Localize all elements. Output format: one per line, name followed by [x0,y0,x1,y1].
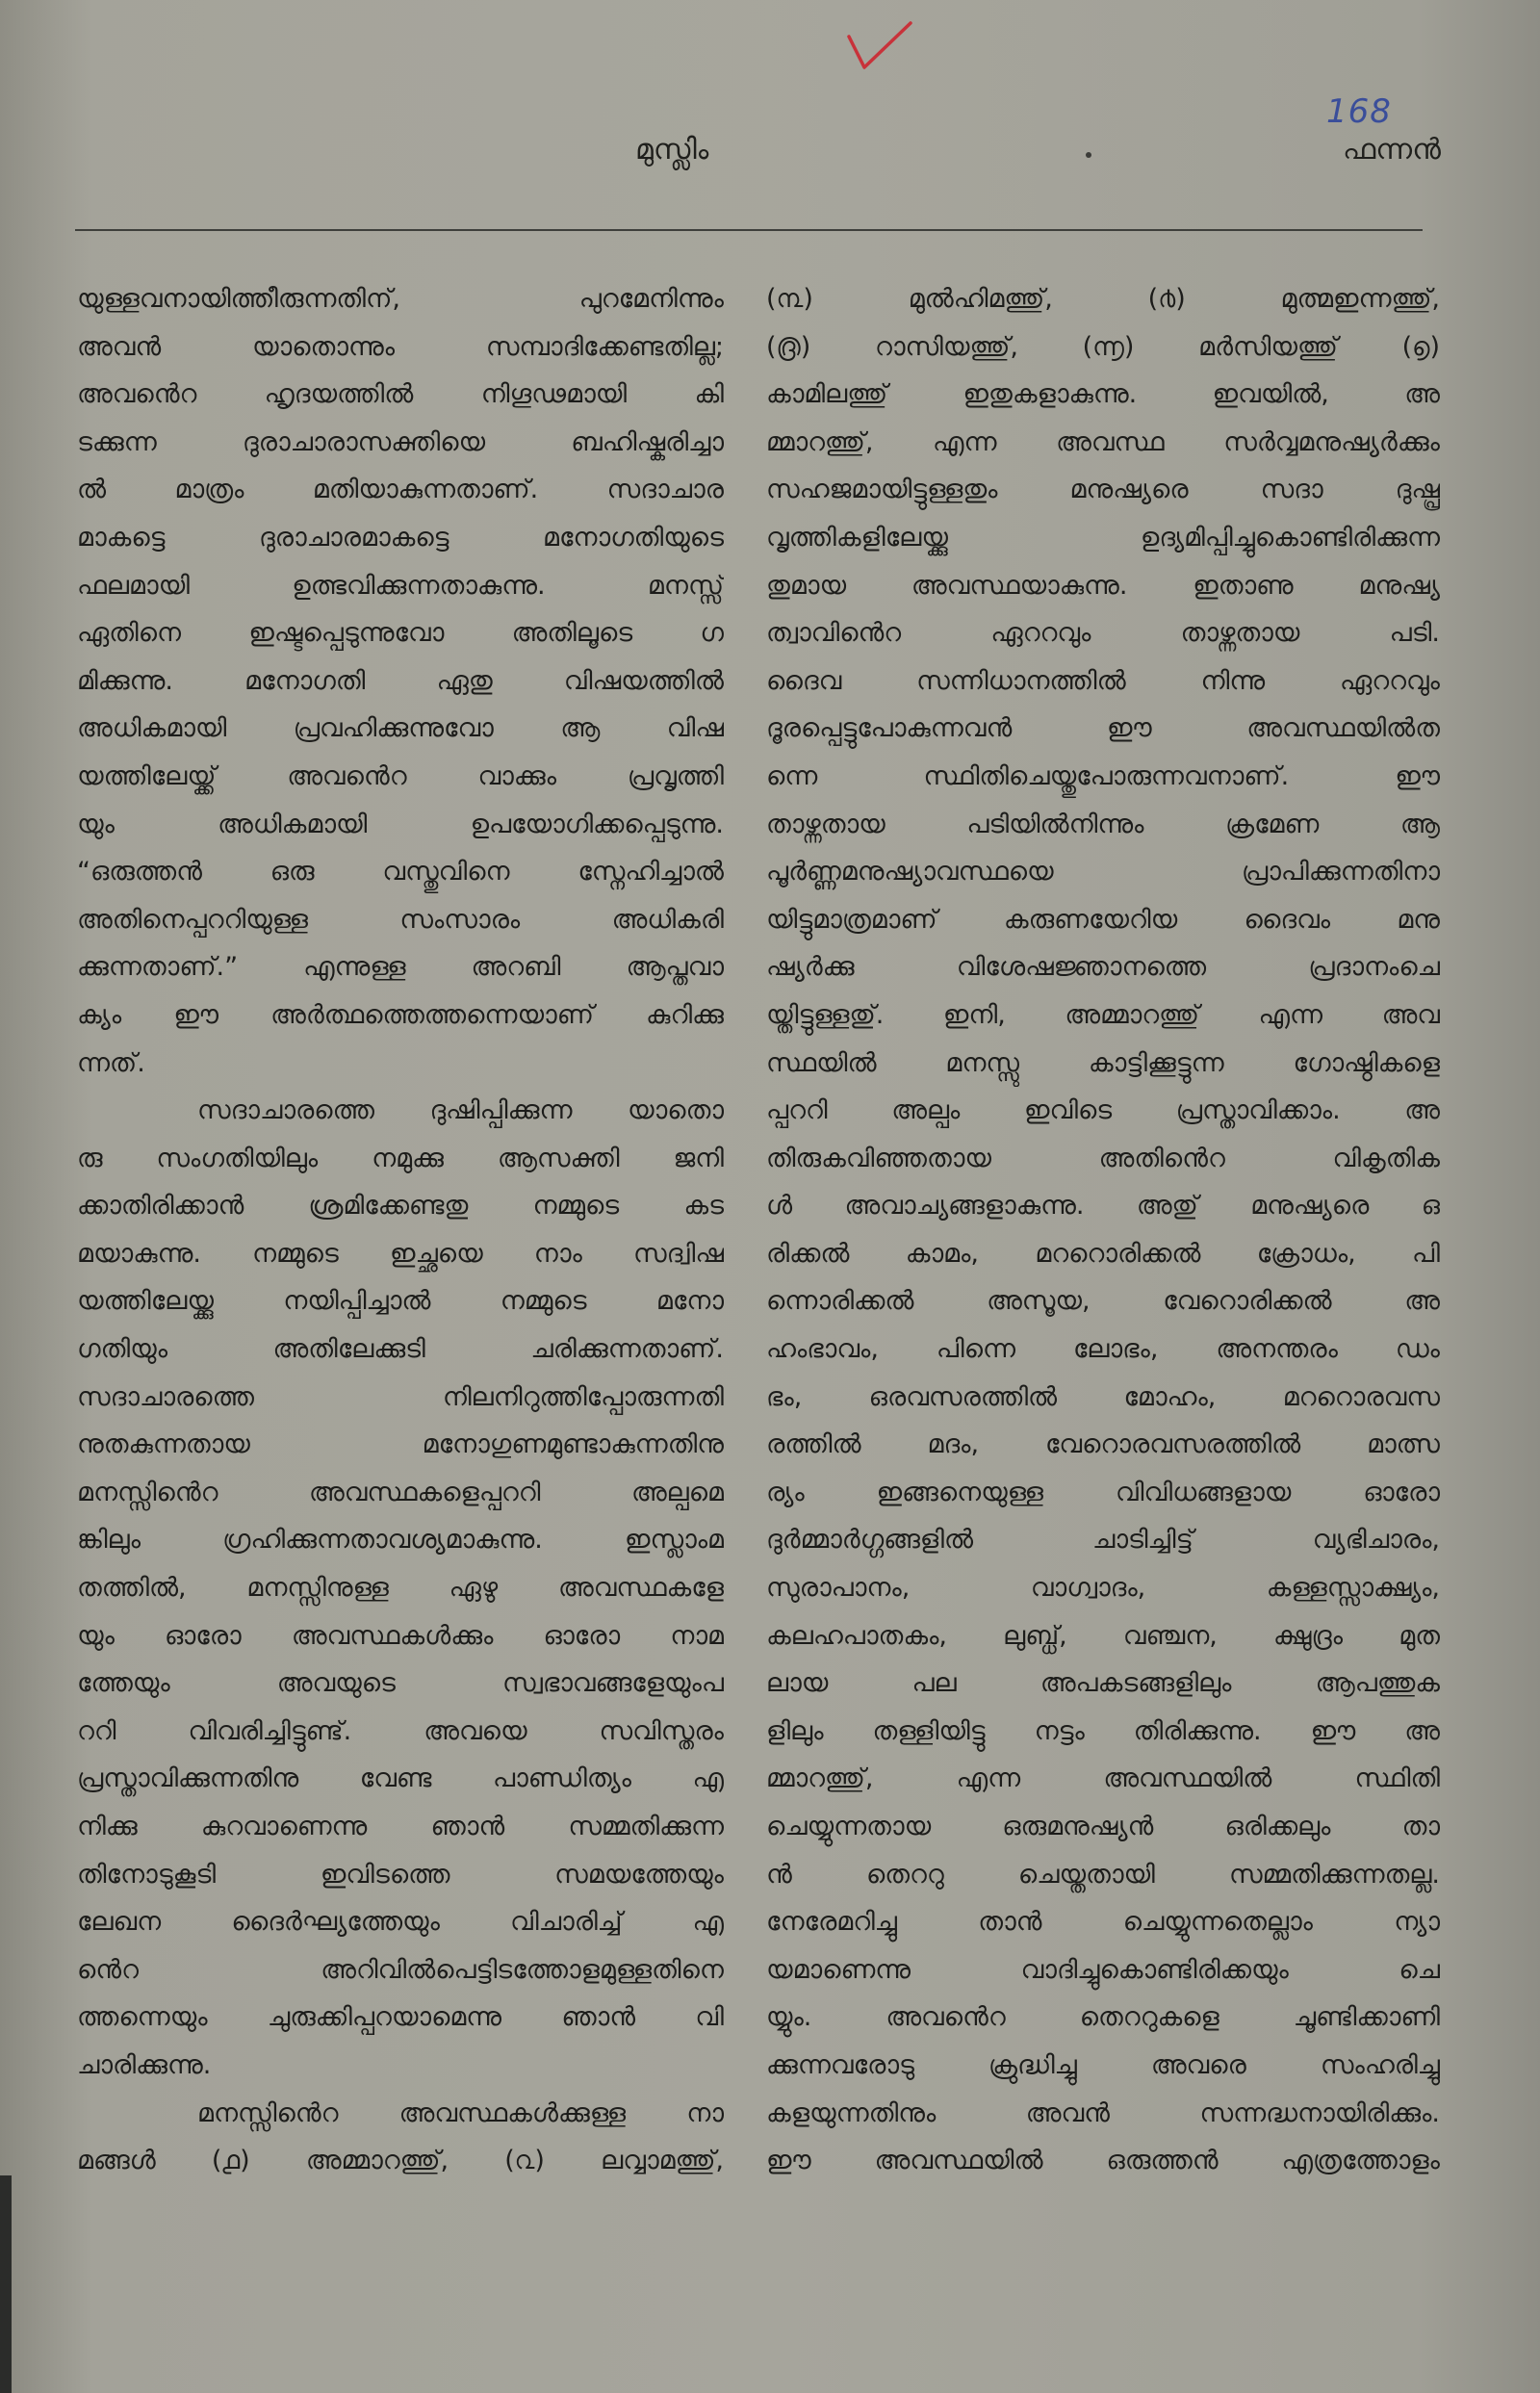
text-line: ദൈവ സന്നിധാനത്തിൽ നിന്നു ഏററവും [766,665,1440,696]
running-head-right: ഫന്നൻ [1343,133,1441,167]
text-line: മനസ്സിൻെറ അവസ്ഥകളെപ്പററി അല്പമെ [77,1477,724,1507]
text-line: (൩) മുൽഹിമത്തു്, (൪) മുത്മഇന്നത്തു്, [766,284,1440,314]
text-line: കലഹപാതകം, ലുബ്ധ്, വഞ്ചന, ക്ഷുദ്രം മുത [766,1620,1440,1651]
text-line: ളിലും തള്ളിയിട്ടു നട്ടം തിരിക്കുന്നു. ഈ അ [766,1715,1440,1746]
text-line: യ്യും. അവൻെറ തെററുകളെ ചൂണ്ടിക്കാണി [766,2002,1440,2033]
paragraph-start-line: മനസ്സിൻെറ അവസ്ഥകൾക്കുള്ള നാ [197,2097,724,2128]
text-line: യുള്ളവനായിത്തീരുന്നതിന്, പുറമേനിന്നും [77,284,724,314]
text-line: പ്രസ്താവിക്കുന്നതിനു വേണ്ട പാണ്ഡിത്യം എ [77,1763,724,1794]
text-line: യത്തിലേയ്ക്ക് അവൻെറ വാക്കും പ്രവൃത്തി [77,760,724,791]
running-head-left: മുസ്ലിം [635,133,709,167]
text-line: ഷ്യർക്കു വിശേഷജ്ഞാനത്തെ പ്രദാനംചെ [766,952,1440,983]
text-line: ക്കുന്നതാണ്.” എന്നുള്ള അറബി ആപ്തവാ [77,952,724,983]
paragraph-start-line: സദാചാരത്തെ ദുഷിപ്പിക്കുന്ന യാതൊ [197,1095,724,1126]
text-line: ൻ തെററു ചെയ്തതായി സമ്മതിക്കുന്നതല്ല. [766,1859,1440,1890]
text-line: തത്തിൽ, മനസ്സിനുള്ള ഏഴു അവസ്ഥകളേ [77,1573,724,1604]
text-line: ഫലമായി ഉത്ഭവിക്കുന്നതാകുന്നു. മനസ്സ് [77,570,724,601]
text-line: സ്ഥയിൽ മനസ്സു കാട്ടിക്കൂട്ടുന്ന ഗോഷ്ഠികളെ [766,1047,1440,1078]
text-line: താഴ്ന്നതായ പടിയിൽനിന്നും ക്രമേണ ആ [766,809,1440,839]
text-line: മ്മാറത്തു്, എന്ന അവസ്ഥ സർവ്വമനുഷ്യർക്കും [766,426,1440,457]
text-line: ദുർമ്മാർഗ്ഗങ്ങളിൽ ചാടിച്ചിട്ട് വ്യഭിചാരം, [766,1525,1440,1556]
text-line: ങ്കിലും ഗ്രഹിക്കുന്നതാവശ്യമാകുന്നു. ഇസ്ലാംമ [77,1525,724,1556]
header-rule [75,229,1423,231]
left-text-column [77,275,724,2185]
text-line: ദൂരപ്പെട്ടുപോകുന്നവൻ ഈ അവസ്ഥയിൽത [766,713,1440,744]
text-line: ഈ അവസ്ഥയിൽ ഒരുത്തൻ എത്രത്തോളം [766,2146,1440,2176]
text-line: ൻെറ അറിവിൽപെട്ടിടത്തോളമുള്ളതിനെ [77,1954,724,1985]
text-line: യ്തിട്ടുള്ളതു്. ഇനി, അമ്മാറത്തു് എന്ന അവ [766,999,1440,1030]
text-line: മിക്കുന്നു. മനോഗതി ഏതു വിഷയത്തിൽ [77,665,724,696]
text-line: പൂർണ്ണമനുഷ്യാവസ്ഥയെ പ്രാപിക്കുന്നതിനാ [766,857,1440,888]
text-line: ഏതിനെ ഇഷ്ടപ്പെടുന്നുവോ അതിലൂടെ ഗ [77,618,724,649]
text-line: ഗതിയും അതിലേക്കുടി ചരിക്കുന്നതാണ്. [77,1334,724,1365]
text-line: ര്യം ഇങ്ങനെയുള്ള വിവിധങ്ങളായ ഓരോ [766,1477,1440,1507]
text-line: യും ഓരോ അവസ്ഥകൾക്കും ഓരോ നാമ [77,1620,724,1651]
book-binding-edge [0,2175,12,2393]
text-line: തുമായ അവസ്ഥയാകുന്നു. ഇതാണു മനുഷ്യ [766,570,1440,601]
text-line: സഹജമായിട്ടുള്ളതും മനുഷ്യരെ സദാ ദുഷ്പ്ര [766,475,1440,505]
text-line: രു സംഗതിയിലും നമുക്കു ആസക്തി ജനി [77,1143,724,1173]
text-line: ത്തേയും അവയുടെ സ്വഭാവങ്ങളേയുംപ [77,1668,724,1699]
text-line: വൃത്തികളിലേയ്ക്കു ഉദ്യമിപ്പിച്ചുകൊണ്ടിരിക്കുന്ന [766,522,1440,553]
text-line: ന്നത്. [77,1047,145,1078]
running-head-dot [1086,152,1091,158]
text-line: ഹംഭാവം, പിന്നെ ലോഭം, അനന്തരം ഡം [766,1334,1440,1365]
text-line: കാമിലത്തു് ഇതുകളാകുന്നു. ഇവയിൽ, അ [766,379,1440,410]
text-line: അതിനെപ്പററിയുള്ള സംസാരം അധികരി [77,904,724,935]
text-line: യും അധികമായി ഉപയോഗിക്കപ്പെടുന്നു. [77,809,724,839]
text-line: യമാണെന്നു വാദിച്ചുകൊണ്ടിരിക്കയും ചെ [766,1954,1440,1985]
text-line: “ഒരുത്തൻ ഒരു വസ്തുവിനെ സ്നേഹിച്ചാൽ [77,857,724,888]
text-line: സദാചാരത്തെ നിലനിറുത്തിപ്പോരുന്നതി [77,1381,724,1412]
text-line: ലേഖന ദൈർഘ്യത്തേയും വിചാരിച്ച് എ [77,1907,724,1938]
text-line: ക്കാതിരിക്കാൻ ശ്രമിക്കേണ്ടതു നമ്മുടെ കട [77,1191,724,1222]
text-line: നേരേമറിച്ചു താൻ ചെയ്യുന്നതെല്ലാം ന്യാ [766,1907,1440,1938]
right-text-column [766,275,1440,2185]
text-line: ന്നെ സ്ഥിതിചെയ്തുപോരുന്നവനാണ്. ഈ [766,760,1440,791]
text-line: തിരുകവിഞ്ഞതായ അതിൻെറ വികൃതിക [766,1143,1440,1173]
text-line: നുതകുന്നതായ മനോഗുണമുണ്ടാകുന്നതിനു [77,1429,724,1460]
text-line: മങ്ങൾ (൧) അമ്മാറത്തു്, (൨) ലവ്വാമത്തു്, [77,2146,724,2176]
text-line: (൫) റാസിയത്തു്, (൬) മർസിയത്തു് (൭) [766,331,1440,362]
text-line: ത്തന്നെയും ചുരുക്കിപ്പറയാമെന്നു ഞാൻ വി [77,2002,724,2033]
text-line: കളയുന്നതിനും അവൻ സന്നദ്ധനായിരിക്കും. [766,2097,1440,2128]
text-line: അവൻെറ ഹൃദയത്തിൽ നിഗൂഢമായി കി [77,379,724,410]
text-line: ന്നൊരിക്കൽ അസൂയ, വേറൊരിക്കൽ അ [766,1286,1440,1317]
text-line: ൾ അവാച്യങ്ങളാകുന്നു. അതു് മനുഷ്യരെ ഒ [766,1191,1440,1222]
text-line: അധികമായി പ്രവഹിക്കുന്നുവോ ആ വിഷ [77,713,724,744]
text-line: പ്പററി അല്പം ഇവിടെ പ്രസ്താവിക്കാം. അ [766,1095,1440,1126]
text-line: ക്കുന്നവരോടു ക്രുദ്ധിച്ചു അവരെ സംഹരിച്ചു [766,2049,1440,2080]
text-line: ൽ മാത്രം മതിയാകുന്നതാണ്. സദാചാര [77,475,724,505]
text-line: ററി വിവരിച്ചിട്ടുണ്ട്. അവയെ സവിസ്തരം [77,1715,724,1746]
text-line: ലായ പല അപകടങ്ങളിലും ആപത്തുക [766,1668,1440,1699]
text-line: ചാരിക്കുന്നു. [77,2049,212,2080]
text-line: മാകട്ടെ ദുരാചാരമാകട്ടെ മനോഗതിയുടെ [77,522,724,553]
text-line: രിക്കൽ കാമം, മററൊരിക്കൽ ക്രോധം, പി [766,1238,1440,1269]
red-check-mark-icon [847,17,943,75]
text-line: നിക്കു കുറവാണെന്നു ഞാൻ സമ്മതിക്കുന്ന [77,1812,724,1841]
text-line: മ്മാറത്തു്, എന്ന അവസ്ഥയിൽ സ്ഥിതി [766,1763,1440,1794]
text-line: രത്തിൽ മദം, വേറൊരവസരത്തിൽ മാത്സ [766,1429,1440,1460]
text-line: യത്തിലേയ്ക്കു നയിപ്പിച്ചാൽ നമ്മുടെ മനോ [77,1286,724,1317]
text-line: മയാകുന്നു. നമ്മുടെ ഇച്ഛയെ നാം സദ്വിഷ [77,1238,724,1269]
text-line: സുരാപാനം, വാഗ്വാദം, കള്ളസ്സാക്ഷ്യം, [766,1573,1440,1604]
text-line: ചെയ്യുന്നതായ ഒരുമനുഷ്യൻ ഒരിക്കലും താ [766,1812,1440,1841]
text-line: ക്യം ഈ അർത്ഥത്തെത്തന്നെയാണ് കുറിക്കു [77,999,724,1030]
text-line: ത്വാവിൻെറ ഏററവും താഴ്ന്നതായ പടി. [766,618,1440,649]
text-line: ഭം, ഒരവസരത്തിൽ മോഹം, മററൊരവസ [766,1381,1440,1412]
handwritten-page-number: 168 [1326,92,1392,131]
text-line: ടക്കുന്ന ദുരാചാരാസക്തിയെ ബഹിഷ്കരിച്ചാ [77,426,724,457]
text-line: തിനോടുകൂടി ഇവിടത്തെ സമയത്തേയും [77,1859,724,1890]
text-line: അവൻ യാതൊന്നും സമ്പാദിക്കേണ്ടതില്ല; [77,331,724,362]
text-line: യിട്ടുമാത്രമാണ് കരുണയേറിയ ദൈവം മനു [766,904,1440,935]
